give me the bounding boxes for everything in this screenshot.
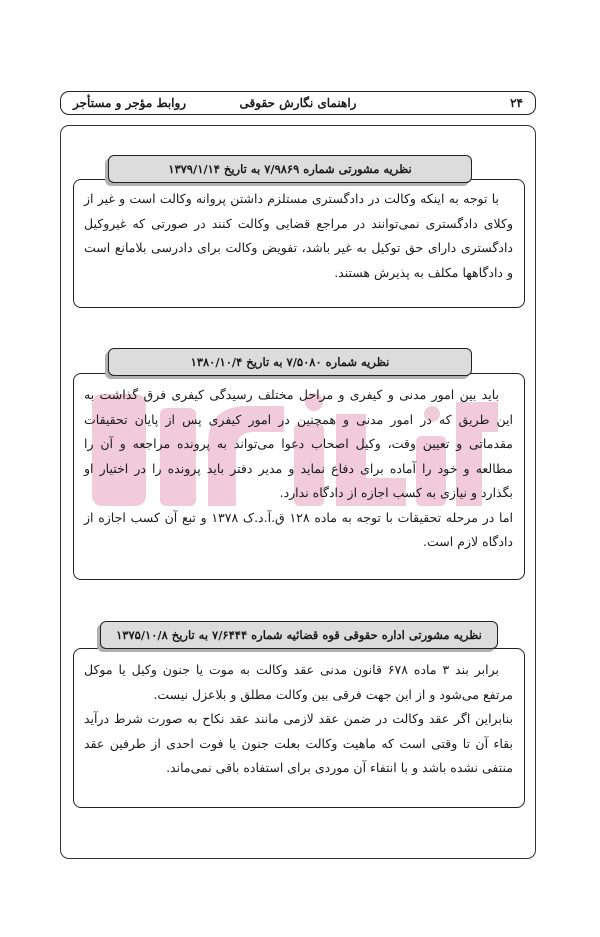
section-title-2	[108, 348, 472, 376]
section-body-2	[73, 373, 525, 580]
page-number: ۲۴	[510, 96, 523, 110]
section-title-1	[108, 155, 472, 183]
section-3-paragraph-2: بنابراین اگر عقد وکالت در ضمن عقد لازمی مانند عقد نکاح به صورت شرط درآید بقاء آن تا وقتی است که ماهیت وکالت بعلت جنون یا فوت احدی از طرفین عقد منتفی نشده باشد و با انتفاء آن موردی برای استفاده باقی نمی‌ماند.	[84, 711, 513, 775]
section-body-1	[73, 179, 525, 308]
section-body-3	[73, 648, 525, 808]
section-title-1-text: نظریه مشورتی شماره ۷/۹۸۶۹ به تاریخ ۱۳۷۹/۱/۱۴	[168, 162, 412, 176]
section-title-3	[100, 621, 498, 649]
section-2-paragraph-2: اما در مرحله تحقیقات با توجه به ماده ۱۲۸ ق.آ.د.ک ۱۳۷۸ و تبع آن کسب اجازه از دادگاه لازم است.	[84, 509, 513, 549]
book-title: راهنمای نگارش حقوقی	[239, 96, 357, 110]
running-header	[60, 91, 536, 115]
chapter-title: روابط مؤجر و مستأجر	[73, 96, 187, 110]
section-3-paragraph-1: برابر بند ۳ ماده ۶۷۸ قانون مدنی عقد وکالت به موت یا جنون وکیل یا موکل مرتفع می‌شود و از این جهت فرقی بین وکالت مطلق و بلاعزل نیست.	[84, 662, 513, 702]
section-1-paragraph-1: با توجه به اینکه وکالت در دادگستری مستلزم داشتن پروانه وکالت است و غیر از وکلای دادگستری نمی‌توانند در مراجع قضایی وکالت کنند در صورتی که غیروکیل دادگستری دارای حق توکیل به غیر باشد، تفویض وکالت برای دادرسی بلامانع است و دادگاهها مکلف به پذیرش هستند.	[84, 191, 513, 280]
section-title-3-text: نظریه مشورتی اداره حقوقی قوه قضائیه شماره ۷/۶۴۴۴ به تاریخ ۱۳۷۵/۱۰/۸	[116, 628, 482, 642]
section-title-2-text: نظریه شماره ۷/۵۰۸۰ به تاریخ ۱۳۸۰/۱۰/۴	[190, 355, 390, 369]
section-2-paragraph-1: باید بین امور مدنی و کیفری و مراحل مختلف رسیدگی کیفری فرق گذاشت به این طریق که در امور مدنی و همچنین در امور کیفری پس از پایان تحقیقات مقدماتی و تعیین وقت، وکیل اصحاب دعوا می‌تواند به پرونده مراجعه و آن را مطالعه و خود را آماده برای دفاع نماید و مدیر دفتر باید پرونده را در اختیار او بگذارد و نیازی به کسب اجازه از دادگاه ندارد.	[84, 387, 513, 500]
